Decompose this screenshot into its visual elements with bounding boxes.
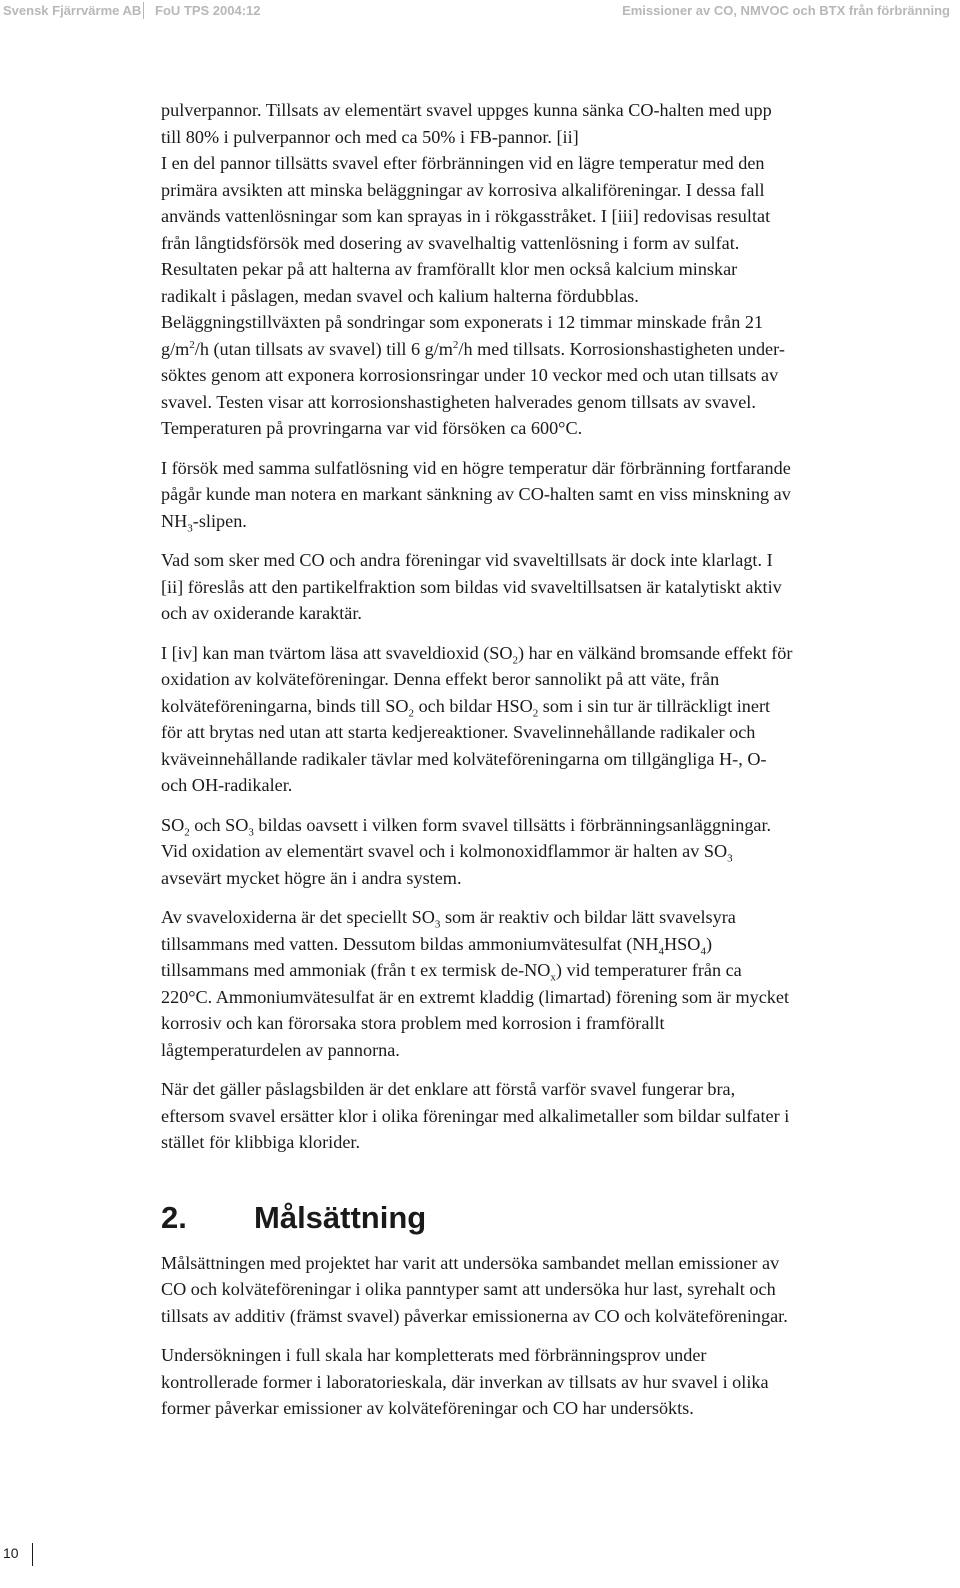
text-run: HSO (664, 933, 701, 954)
text-run: ) (705, 933, 712, 954)
text-run: tillsammans med vatten. Dessutom bildas ammoniumvätesulfat (NH (161, 933, 659, 954)
text-run: som är reaktiv och bildar lätt svavelsyra (440, 907, 736, 927)
text-run: g/m (161, 338, 190, 359)
text-line: Resultaten pekar på att halterna av framförallt klor men också kalcium minskar (161, 259, 738, 279)
subscript: 4 (658, 945, 665, 958)
text-line (161, 904, 951, 931)
text-run: /h med tillsats. Korrosionshastigheten under- (458, 338, 785, 359)
subscript: 3 (187, 522, 193, 535)
text-run: ) har en välkänd bromsande effekt för (518, 642, 793, 663)
text-line: och OH-radikaler. (161, 775, 293, 795)
subscript: x (550, 971, 556, 984)
text-line: [ii] föreslås att den partikelfraktion som bildas vid svaveltillsatsen är katalytiskt aktiv (161, 576, 782, 597)
section-title: Målsättning (254, 1199, 427, 1235)
text-line: former påverkar emissioner av kolväteföreningar och CO har undersökts. (161, 1398, 694, 1418)
text-run: ) vid temperaturer från ca (555, 960, 742, 980)
paragraph-paslagsbilden (161, 1076, 951, 1156)
text-run: och SO (189, 814, 249, 835)
subscript: 2 (408, 707, 415, 720)
text-run: I [iv] kan man tvärtom läsa att svaveldioxid (SO (161, 642, 513, 663)
subscript: 3 (727, 852, 733, 865)
text-run: NH (161, 510, 188, 531)
paragraph-svaveldioxid (161, 640, 951, 799)
text-line: tillsats av additiv (främst svavel) påverkar emissionerna av CO och kolväteföreningar. (161, 1305, 788, 1326)
footer-divider (32, 1543, 33, 1566)
text-line: kväveinnehållande radikaler tävlar med kolväteföreningarna om tillgängliga H-, O- (161, 748, 767, 769)
paragraph-svavel-tillsats (161, 97, 951, 442)
text-line (161, 931, 951, 958)
section-number: 2. (161, 1199, 187, 1235)
text-run: /h (utan tillsats av svavel) till 6 g/m (194, 338, 453, 359)
text-run: och bildar HSO (414, 695, 533, 716)
text-line: 220°C. Ammoniumvätesulfat är en extremt kladdig (limartad) förening som är mycket (161, 986, 790, 1007)
page-body (161, 97, 951, 1435)
text-line (161, 640, 951, 667)
text-line: CO och kolväteföreningar i olika panntyper samt att undersöka hur last, syrehalt och (161, 1279, 776, 1299)
text-line: eftersom svavel ersätter klor i olika föreningar med alkalimetaller som bildar sulfater i (161, 1105, 790, 1126)
text-line: När det gäller påslagsbilden är det enklare att förstå varför svavel fungerar bra, (161, 1079, 736, 1099)
text-line: Temperaturen på provringarna var vid försöken ca 600°C. (161, 418, 583, 438)
text-line: Målsättningen med projektet har varit att undersöka sambandet mellan emissioner av (161, 1252, 780, 1273)
text-run: SO (161, 814, 185, 835)
text-line: avsevärt mycket högre än i andra system. (161, 867, 462, 888)
header-report-id: FoU TPS 2004:12 (155, 3, 261, 18)
text-line: från långtidsförsök med dosering av svavelhaltig vattenlösning i form av sulfat. (161, 232, 740, 253)
subscript: 4 (700, 945, 706, 958)
text-run: tillsammans med ammoniak (från t ex termisk de-NO (161, 960, 551, 980)
text-line: används vattenlösningar som kan sprayas in i rökgasstråket. I [iii] redovisas resultat (161, 206, 771, 226)
paragraph-malsattning (161, 1250, 951, 1330)
text-line: Undersökningen i full skala har kompletterats med förbränningsprov under (161, 1345, 707, 1365)
text-run: Av svaveloxiderna är det speciellt SO (161, 907, 435, 927)
subscript: 3 (248, 826, 254, 839)
text-line (161, 336, 951, 363)
text-line: och av oxiderande karaktär. (161, 603, 362, 623)
text-line: för att brytas ned utan att starta kedjereaktioner. Svavelinnehållande radikaler och (161, 722, 756, 742)
header-organization: Svensk Fjärrvärme AB (3, 3, 142, 18)
page-number: 10 (3, 1545, 19, 1561)
superscript: 2 (189, 338, 195, 351)
text-run: kolväteföreningarna, binds till SO (161, 695, 409, 716)
text-line (161, 838, 951, 865)
text-line (161, 812, 951, 839)
paragraph-undersokningen (161, 1342, 951, 1422)
text-line: pulverpannor. Tillsats av elementärt svavel uppges kunna sänka CO-halten med upp (161, 100, 772, 120)
subscript: 2 (512, 654, 519, 667)
paragraph-sulfatlosning (161, 455, 951, 535)
text-line: söktes genom att exponera korrosionsringar under 10 veckor med och utan tillsats av (161, 365, 779, 385)
subscript: 3 (434, 918, 441, 931)
text-line (161, 693, 951, 720)
text-line (161, 508, 951, 535)
page-header (0, 0, 960, 26)
subscript: 2 (532, 707, 539, 720)
text-run: Vid oxidation av elementärt svavel och i kolmonoxidflammor är halten av SO (161, 841, 728, 861)
superscript: 2 (452, 338, 459, 351)
subscript: 2 (184, 826, 190, 839)
paragraph-svaveloxider-bildning (161, 812, 951, 892)
text-line: pågår kunde man notera en markant sänkning av CO-halten samt en viss minskning av (161, 484, 791, 504)
text-line (161, 957, 951, 984)
text-line: I en del pannor tillsätts svavel efter förbränningen vid en lägre temperatur med den (161, 153, 765, 173)
text-line: korrosiv och kan förorsaka stora problem med korrosion i framförallt (161, 1013, 665, 1033)
text-line: svavel. Testen visar att korrosionshastigheten halverades genom tillsats av svavel. (161, 391, 756, 412)
text-run: som i sin tur är tillräckligt inert (538, 695, 771, 716)
text-run: -slipen. (192, 510, 247, 531)
section-heading (161, 1198, 951, 1238)
text-line: Vad som sker med CO och andra föreningar vid svaveltillsats är dock inte klarlagt. I (161, 550, 773, 570)
paragraph-ammoniumvatesulfat (161, 904, 951, 1063)
text-line: lågtemperaturdelen av pannorna. (161, 1039, 400, 1060)
text-line: primära avsikten att minska beläggningar av korrosiva alkaliföreningar. I dessa fall (161, 179, 765, 200)
text-line: kontrollerade former i laboratorieskala, där inverkan av tillsats av hur svavel i olika (161, 1371, 769, 1392)
header-divider (143, 2, 144, 19)
text-line: stället för klibbiga klorider. (161, 1132, 361, 1152)
text-line: oxidation av kolväteföreningar. Denna effekt beror sannolikt på att väte, från (161, 669, 720, 689)
text-line: I försök med samma sulfatlösning vid en högre temperatur där förbränning fortfarande (161, 457, 791, 478)
header-document-title: Emissioner av CO, NMVOC och BTX från förbränning (622, 3, 950, 18)
text-run: bildas oavsett i vilken form svavel tillsätts i förbränningsanläggningar. (253, 814, 772, 835)
text-line: Beläggningstillväxten på sondringar som exponerats i 12 timmar minskade från 21 (161, 312, 764, 332)
paragraph-partikelfraktion (161, 547, 951, 627)
text-line: till 80% i pulverpannor och med ca 50% i FB-pannor. [ii] (161, 126, 579, 147)
text-line: radikalt i påslagen, medan svavel och kalium halterna fördubblas. (161, 285, 639, 306)
